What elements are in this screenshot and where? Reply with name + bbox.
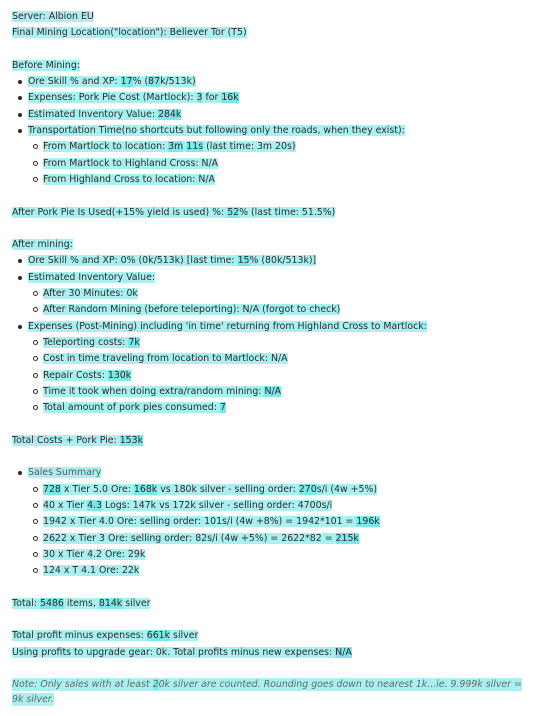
after-mining-title: After mining: — [12, 239, 73, 251]
list-item: Expenses (Post-Mining) including 'in time' returning from Highland Cross to Martlock: — [12, 319, 532, 335]
list-item: Repair Costs: 130k — [12, 368, 532, 384]
after-mining-list — [12, 253, 532, 416]
list-item: Transportation Time(no shortcuts but following only the roads, when they exist): — [12, 123, 532, 139]
porkpie-line: After Pork Pie Is Used(+15% yield is used) %: 52% (last time: 51.5%) — [12, 206, 336, 218]
server-text: Server: Albion EU — [12, 11, 94, 22]
before-mining-title: Before Mining: — [12, 59, 80, 71]
total-line: Total: 5486 items, 814k silver — [12, 597, 151, 609]
list-item: From Highland Cross to location: N/A — [12, 172, 532, 188]
list-item: Teleporting costs: 7k — [12, 335, 532, 351]
location-text: Final Mining Location("location"): Believer Tor (T5) — [12, 27, 247, 39]
list-item: After 30 Minutes: 0k — [12, 286, 532, 302]
before-mining-list — [12, 74, 532, 188]
list-item: 30 x Tier 4.2 Ore: 29k — [12, 547, 532, 563]
list-item — [12, 465, 532, 481]
list-item: Estimated Inventory Value: 284k — [12, 107, 532, 123]
list-item: Total amount of pork pies consumed: 7 — [12, 400, 532, 416]
list-item: 124 x T 4.1 Ore: 22k — [12, 563, 532, 579]
document — [12, 9, 532, 707]
list-item: From Martlock to Highland Cross: N/A — [12, 156, 532, 172]
footnote: Note: Only sales with at least 20k silver are counted. Rounding goes down to nearest 1k...ie. 9.999k silver = 9k silver. — [12, 679, 522, 706]
list-item: Cost in time traveling from location to Martlock: N/A — [12, 351, 532, 367]
location-line — [12, 25, 532, 41]
total-costs-line: Total Costs + Pork Pie: 153k — [12, 434, 144, 446]
list-item: Ore Skill % and XP: 0% (0k/513k) [last time: 15% (80k/513k)] — [12, 253, 532, 269]
list-item: 1942 x Tier 4.0 Ore: selling order: 101s/i (4w +8%) = 1942*101 = 196k — [12, 514, 532, 530]
profit-line: Total profit minus expenses: 661k silver — [12, 630, 199, 642]
upgrade-line: Using profits to upgrade gear: 0k. Total profits minus new expenses: N/A — [12, 646, 352, 658]
sales-summary-title: Sales Summary — [28, 467, 102, 479]
list-item: 2622 x Tier 3 Ore: selling order: 82s/i (4w +5%) = 2622*82 = 215k — [12, 531, 532, 547]
list-item: From Martlock to location: 3m 11s (last time: 3m 20s) — [12, 139, 532, 155]
sales-summary-list — [12, 465, 532, 579]
list-item: 728 x Tier 5.0 Ore: 168k vs 180k silver - selling order: 270s/i (4w +5%) — [12, 482, 532, 498]
list-item: 40 x Tier 4.3 Logs: 147k vs 172k silver - selling order: 4700s/i — [12, 498, 532, 514]
list-item: Estimated Inventory Value: — [12, 270, 532, 286]
list-item: Expenses: Pork Pie Cost (Martlock): 3 for 16k — [12, 90, 532, 106]
list-item: Time it took when doing extra/random mining: N/A — [12, 384, 532, 400]
list-item: Ore Skill % and XP: 17% (87k/513k) — [12, 74, 532, 90]
server-line — [12, 9, 532, 25]
list-item: After Random Mining (before teleporting): N/A (forgot to check) — [12, 302, 532, 318]
